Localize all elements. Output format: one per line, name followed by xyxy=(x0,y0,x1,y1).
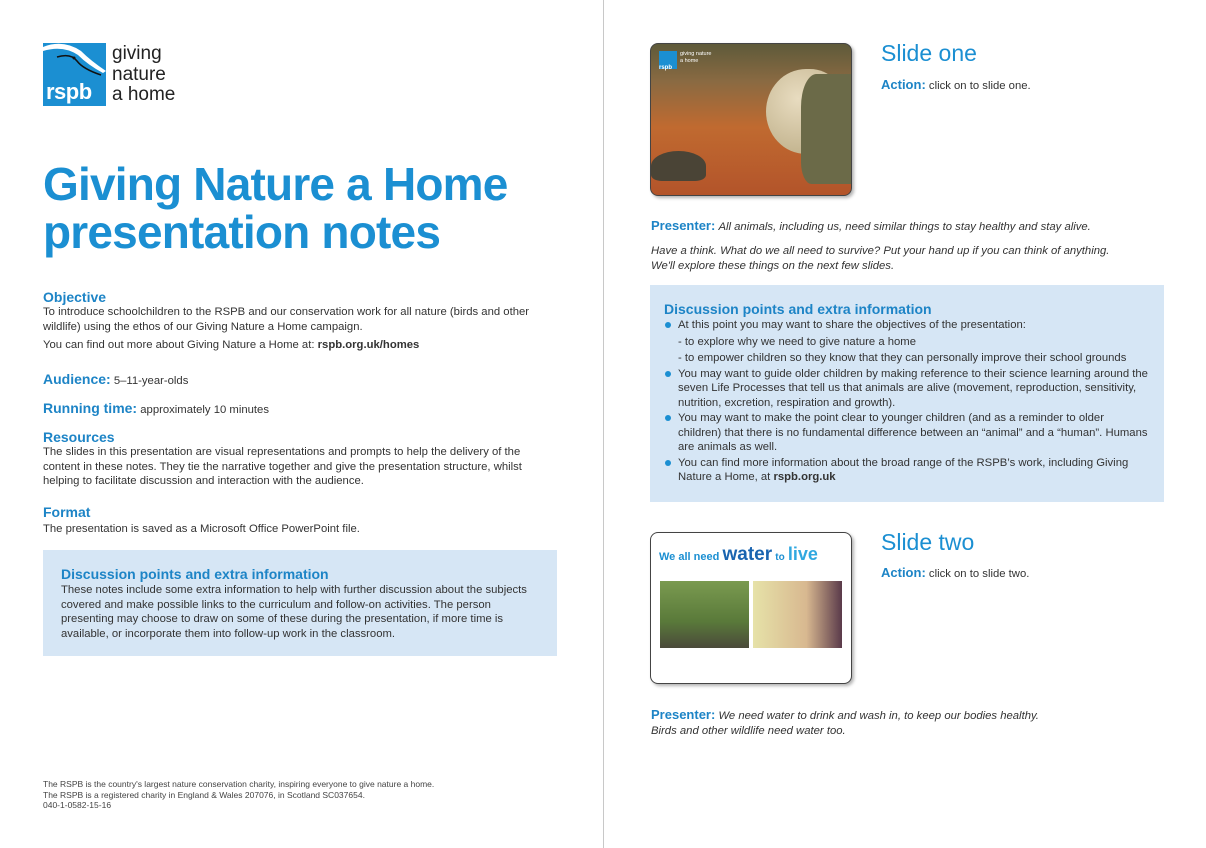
rspb-link[interactable]: rspb.org.uk xyxy=(773,471,836,483)
page-title: Giving Nature a Home presentation notes xyxy=(43,158,508,258)
thumb-tagline: giving nature a home xyxy=(680,51,712,64)
thumb-logo: rspb xyxy=(659,51,677,69)
sparrow-image xyxy=(660,581,749,648)
discussion-list xyxy=(664,318,1150,485)
resources-section: Resources The slides in this presentation are visual representations and prompts to help the delivery of the content in these notes. They tie the narrative together and give the presentation structure, whilst helping to facilitate discussion and interaction with the audience. xyxy=(43,429,522,487)
slide-one-title: Slide one xyxy=(881,40,977,66)
objective-text: To introduce schoolchildren to the RSPB and our conservation work for all nature (birds and other wildlife) using the ethos of our Giving Nature a Home campaign. xyxy=(43,306,530,333)
objective-section xyxy=(43,289,543,353)
coat-image xyxy=(801,74,852,184)
homes-link[interactable]: rspb.org.uk/homes xyxy=(317,339,420,351)
format-section: Format The presentation is saved as a Microsoft Office PowerPoint file. xyxy=(43,504,360,535)
audience: Audience: 5–11-year-olds xyxy=(43,371,189,387)
hedgehog-image xyxy=(651,151,706,181)
list-item: You may want to guide older children by making reference to their science learning around the seven Life Processes that tell us that animals are alive (movement, reproduction, sensitivity, nutrition, excretion, respiration and growth). xyxy=(664,367,1150,411)
slide-two-action: Action: click on to slide two. xyxy=(881,565,1030,580)
slide-two-presenter: Presenter: We need water to drink and wash in, to keep our bodies healthy. Birds and other wildlife need water too. xyxy=(651,707,1039,737)
logo-tagline: giving nature a home xyxy=(112,43,176,105)
footer: The RSPB is the country's largest nature conservation charity, inspiring everyone to give nature a home. The RSPB is a registered charity in England & Wales 207076, in Scotland SC037654. 040-1-0582-15-16 xyxy=(43,779,435,810)
left-discussion-box: Discussion points and extra information These notes include some extra information to help with further discussion about the subjects covered and make possible links to the curriculum and follow-on activities. The person presenting may choose to draw on some of these during the presentation, if more time is available, or incorporate them into follow-up work in the classroom. xyxy=(43,550,557,656)
slide-one-action: Action: click on to slide one. xyxy=(881,77,1031,92)
slide-one-extra: Have a think. What do we all need to survive? Put your hand up if you can think of anything. We'll explore these things on the next few slides. xyxy=(651,245,1110,272)
objective-heading: Objective xyxy=(43,289,107,305)
right-discussion-box: Discussion points and extra information At this point you may want to share the objectives of the presentation: - to explore why we need to give nature a home - to empower children so they know that they can personally improve their school grounds You may want to guide older children by making reference to their science learning around the seven Life Processes that tell us that animals are alive (movement, reproduction, sensitivity, nutrition, excretion, respiration and growth). You may want to make the point clear to younger children (and as a reminder to older children) that there is no fundamental difference between an “animal” and a “human”. Humans are animals as well. You can find more information about the broad range of the RSPB’s work, including Giving Nature a Home, at rspb.org.uk xyxy=(650,285,1164,502)
slide-one-presenter: Presenter: All animals, including us, need similar things to stay healthy and stay alive. xyxy=(651,218,1091,233)
page-divider xyxy=(603,0,604,848)
slide-two-title: Slide two xyxy=(881,529,975,555)
list-item: You can find more information about the broad range of the RSPB’s work, including Giving Nature a Home, at rspb.org.uk xyxy=(664,456,1150,485)
objective-more: You can find out more about Giving Nature a Home at: rspb.org.uk/homes xyxy=(43,339,420,351)
girl-drinking-image xyxy=(753,581,842,648)
logo-wordmark: rspb xyxy=(46,79,92,104)
slide-two-thumbnail[interactable] xyxy=(650,532,852,684)
thumb-heading: We all need water to live xyxy=(659,544,818,565)
list-item: At this point you may want to share the objectives of the presentation: - to explore why we need to give nature a home - to empower children so they know that they can personally improve their school grounds xyxy=(664,318,1150,366)
slide-one-thumbnail[interactable] xyxy=(650,43,852,196)
running-time: Running time: approximately 10 minutes xyxy=(43,400,269,416)
list-item: You may want to make the point clear to younger children (and as a reminder to older children) that there is no fundamental difference between an “animal” and a “human”. Humans are animals as well. xyxy=(664,411,1150,455)
